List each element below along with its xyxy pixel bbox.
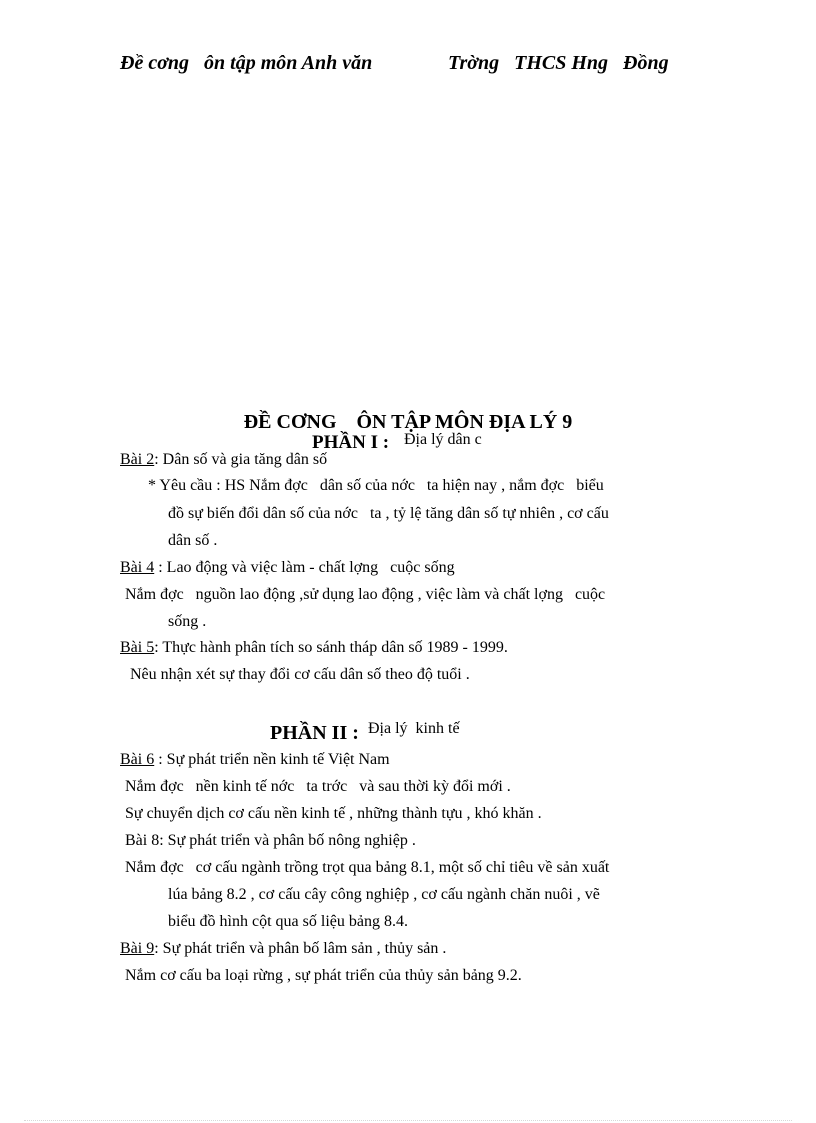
lesson-4-requirement-cont: sống . [168, 613, 207, 630]
lesson-8-title: Bài 8: Sự phát triển và phân bố nông nghiệp . [125, 832, 416, 849]
lesson-8-requirement-end: biểu đồ hình cột qua số liệu bảng 8.4. [168, 913, 408, 930]
lesson-5-text: : Thực hành phân tích so sánh tháp dân số 1989 - 1999. [154, 639, 508, 656]
lesson-6-label: Bài 6 [120, 751, 155, 768]
lesson-6-text: : Sự phát triển nền kinh tế Việt Nam [154, 751, 390, 768]
lesson-2-requirement-end: dân số . [168, 532, 218, 549]
lesson-2-label: Bài 2 [120, 451, 155, 468]
part2-subtitle: Địa lý kinh tế [368, 720, 460, 737]
lesson-4-title [120, 558, 455, 578]
lesson-9-text: : Sự phát triển và phân bố lâm sản , thủy sản . [154, 940, 447, 957]
lesson-5-title [120, 638, 508, 658]
lesson-6-requirement: Nắm đợc nền kinh tế nớc ta trớc và sau thời kỳ đổi mới . [125, 778, 511, 795]
lesson-9-label: Bài 9 [120, 940, 155, 957]
lesson-4-label: Bài 4 [120, 559, 155, 576]
lesson-2-requirement-cont: đồ sự biến đổi dân số của nớc ta , tỷ lệ tăng dân số tự nhiên , cơ cấu [168, 505, 609, 522]
lesson-9-requirement: Nắm cơ cấu ba loại rừng , sự phát triển của thủy sản bảng 9.2. [125, 967, 522, 984]
lesson-9-title [120, 939, 446, 959]
lesson-2-text: : Dân số và gia tăng dân số [154, 451, 328, 468]
part2-heading: PHẦN II : [270, 722, 359, 744]
header-left: Đề cơng ôn tập môn Anh văn [120, 52, 373, 74]
lesson-8-requirement-cont: lúa bảng 8.2 , cơ cấu cây công nghiệp , cơ cấu ngành chăn nuôi , vẽ [168, 886, 600, 903]
part1-subtitle: Địa lý dân c [404, 431, 482, 448]
lesson-6-requirement-cont: Sự chuyển dịch cơ cấu nền kinh tế , những thành tựu , khó khăn . [125, 805, 542, 822]
lesson-5-label: Bài 5 [120, 639, 155, 656]
lesson-2-requirement: * Yêu cầu : HS Nắm đợc dân số của nớc ta hiện nay , nắm đợc biểu [148, 477, 604, 494]
lesson-2-title [120, 450, 327, 470]
lesson-8-requirement: Nắm đợc cơ cấu ngành trồng trọt qua bảng 8.1, một số chỉ tiêu về sản xuất [125, 859, 610, 876]
lesson-5-requirement: Nêu nhận xét sự thay đổi cơ cấu dân số theo độ tuổi . [130, 666, 470, 683]
part1-heading: PHẦN I : [312, 432, 390, 453]
header-right: Trờng THCS Hng Đồng [448, 52, 669, 74]
page-footer-divider [24, 1120, 792, 1121]
lesson-4-text: : Lao động và việc làm - chất lợng cuộc sống [154, 559, 455, 576]
lesson-6-title [120, 750, 390, 770]
lesson-4-requirement: Nắm đợc nguồn lao động ,sử dụng lao động , việc làm và chất lợng cuộc [125, 586, 606, 603]
document-title: ĐỀ CƠNG ÔN TẬP MÔN ĐỊA LÝ 9 [243, 411, 573, 433]
